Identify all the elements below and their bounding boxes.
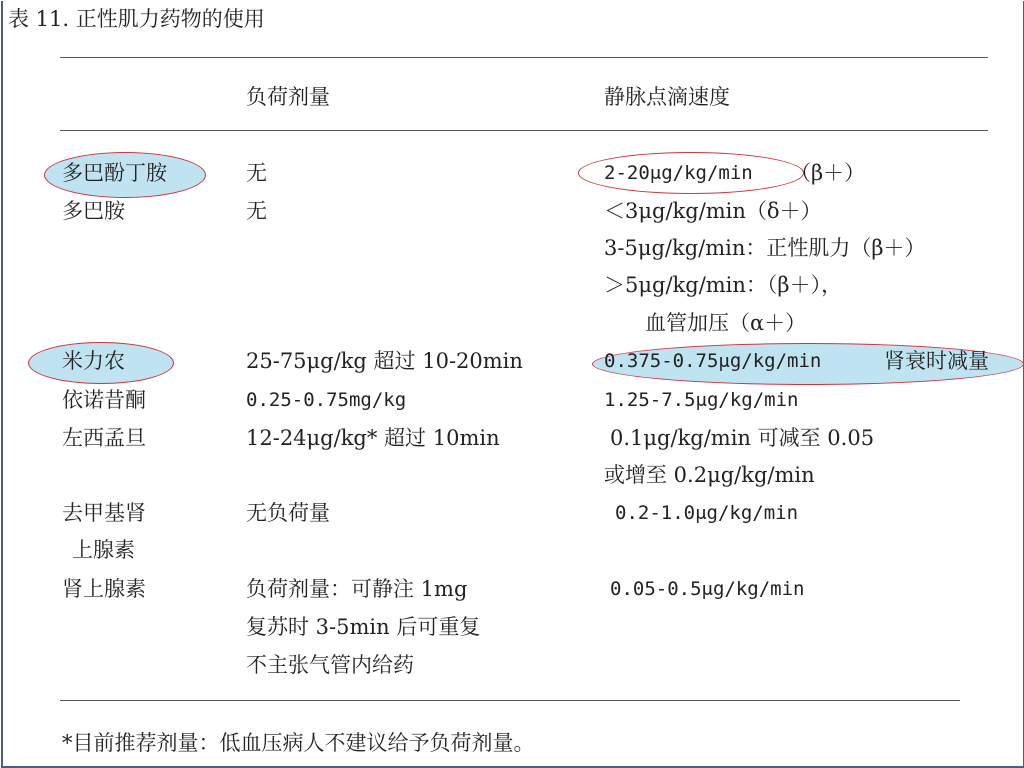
iv-rate: 1.25-7.5μg/kg/min: [604, 389, 799, 411]
loading-dose: 25-75μg/kg 超过 10-20min: [246, 349, 523, 373]
loading-dose: 负荷剂量：可静注 1mg: [246, 577, 468, 601]
drug-name: 肾上腺素: [62, 577, 146, 601]
iv-rate: 或增至 0.2μg/kg/min: [604, 463, 815, 487]
iv-rate: 2-20μg/kg/min: [604, 162, 753, 184]
loading-dose: 12-24μg/kg* 超过 10min: [246, 426, 500, 450]
iv-rate: 0.1μg/kg/min 可减至 0.05: [610, 426, 875, 450]
loading-dose: 无: [246, 199, 267, 223]
drug-name: 左西孟旦: [62, 426, 146, 450]
iv-rate: ＜3μg/kg/min（δ＋）: [604, 199, 822, 223]
iv-rate: 血管加压（α＋）: [645, 311, 807, 335]
iv-rate-note: 肾衰时减量: [884, 349, 989, 373]
loading-dose: 无: [246, 161, 267, 185]
table-header-rule: [60, 130, 988, 131]
page-title: 表 11. 正性肌力药物的使用: [8, 7, 265, 31]
iv-rate: 0.2-1.0μg/kg/min: [615, 502, 799, 524]
iv-rate-note: （β＋）: [790, 161, 866, 185]
loading-dose: 不主张气管内给药: [246, 653, 414, 677]
iv-rate: 0.05-0.5μg/kg/min: [610, 578, 805, 600]
iv-rate: 0.375-0.75μg/kg/min: [604, 350, 822, 372]
header-loading-dose: 负荷剂量: [246, 85, 330, 109]
iv-rate: 3-5μg/kg/min：正性肌力（β＋）: [604, 236, 926, 260]
header-iv-rate: 静脉点滴速度: [604, 85, 730, 109]
drug-name: 去甲基肾: [62, 501, 146, 525]
loading-dose: 无负荷量: [246, 501, 330, 525]
drug-name: 上腺素: [72, 538, 135, 562]
drug-name: 多巴胺: [62, 199, 125, 223]
table-top-rule: [60, 57, 988, 58]
slide-frame: [1, 1, 1024, 768]
drug-name: 多巴酚丁胺: [62, 161, 167, 185]
iv-rate: ＞5μg/kg/min：（β＋），: [604, 273, 843, 297]
loading-dose: 复苏时 3-5min 后可重复: [246, 615, 481, 639]
footnote: *目前推荐剂量：低血压病人不建议给予负荷剂量。: [62, 731, 535, 755]
table-bottom-rule: [60, 700, 960, 701]
drug-name: 依诺昔酮: [62, 388, 146, 412]
drug-name: 米力农: [62, 349, 125, 373]
loading-dose: 0.25-0.75mg/kg: [246, 389, 407, 411]
